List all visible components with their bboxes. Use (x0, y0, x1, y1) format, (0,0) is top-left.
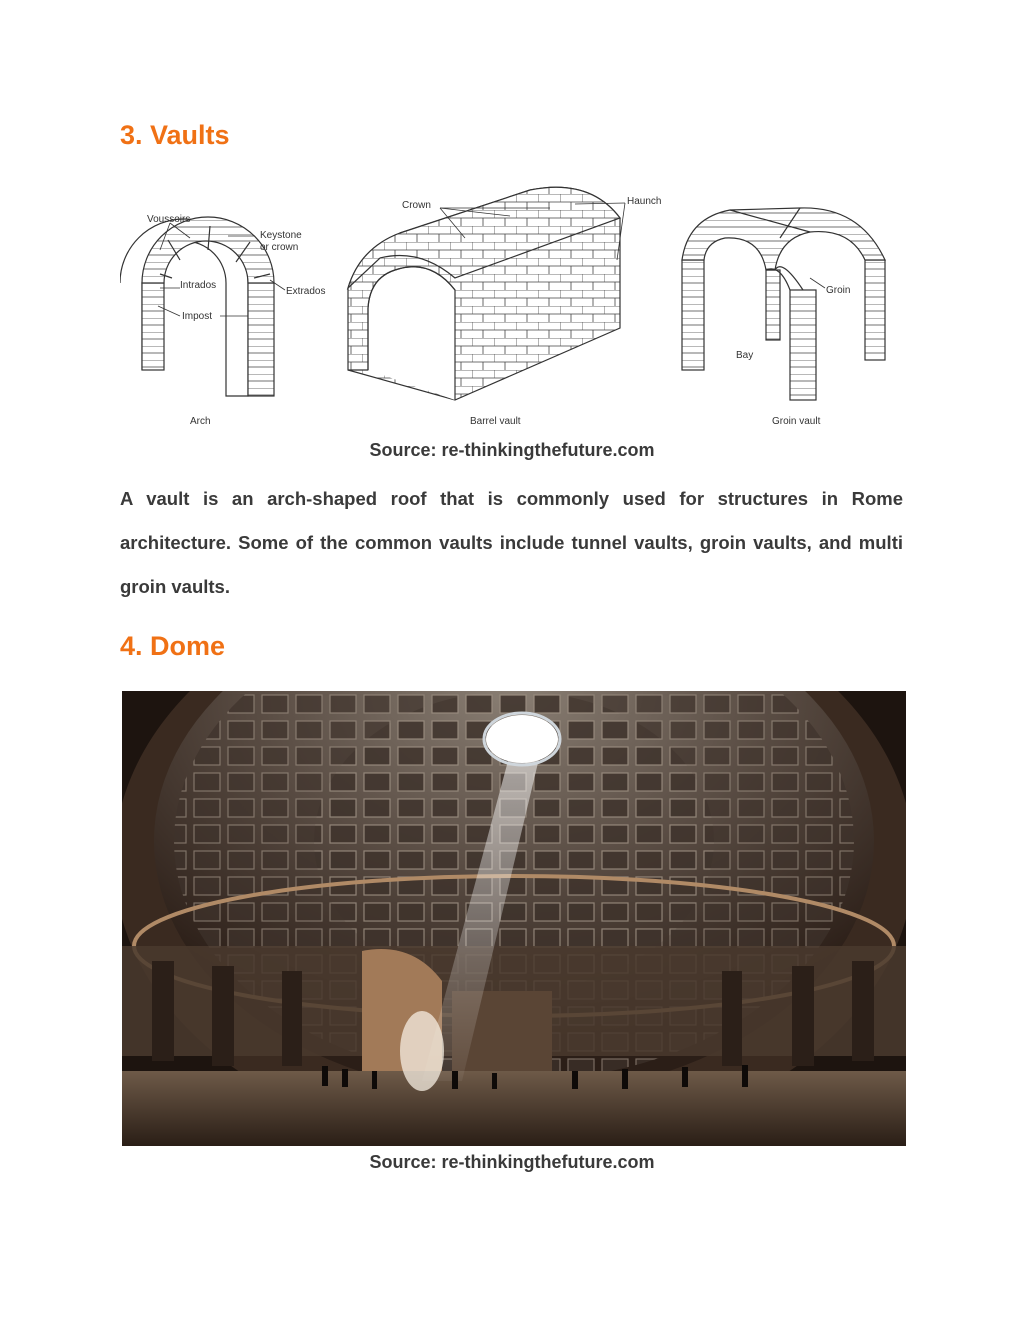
barrel-vault-drawing (348, 187, 620, 400)
label-crown: Crown (402, 200, 431, 211)
figure-caption-vaults: Source: re-thinkingthefuture.com (369, 440, 655, 460)
section-heading-vaults: 3. Vaults (120, 120, 230, 150)
pantheon-dome-photo (122, 691, 906, 1146)
vault-types-diagram (120, 178, 905, 436)
vaults-paragraph: A vault is an arch-shaped roof that is commonly used for structures in Rome architecture. Some of the common vaults include tunnel vaults, groin vaults, and multi groin vaults. (120, 488, 903, 597)
label-extrados: Extrados (286, 286, 326, 297)
label-groin-vault: Groin vault (772, 416, 821, 427)
label-keystone: Keystone (260, 230, 302, 241)
label-arch: Arch (190, 416, 211, 427)
label-barrel-vault: Barrel vault (470, 416, 521, 427)
label-impost: Impost (182, 311, 213, 322)
arch-drawing (120, 217, 274, 396)
label-bay: Bay (736, 350, 754, 361)
label-haunch: Haunch (627, 196, 662, 207)
section-heading-dome: 4. Dome (120, 631, 226, 661)
label-voussoirs: Voussoirs (147, 214, 191, 225)
label-keystone-2: or crown (260, 242, 299, 253)
label-intrados: Intrados (180, 280, 217, 291)
groin-vault-drawing (682, 208, 885, 400)
figure-caption-dome: Source: re-thinkingthefuture.com (369, 1152, 655, 1172)
label-groin: Groin (826, 285, 851, 296)
